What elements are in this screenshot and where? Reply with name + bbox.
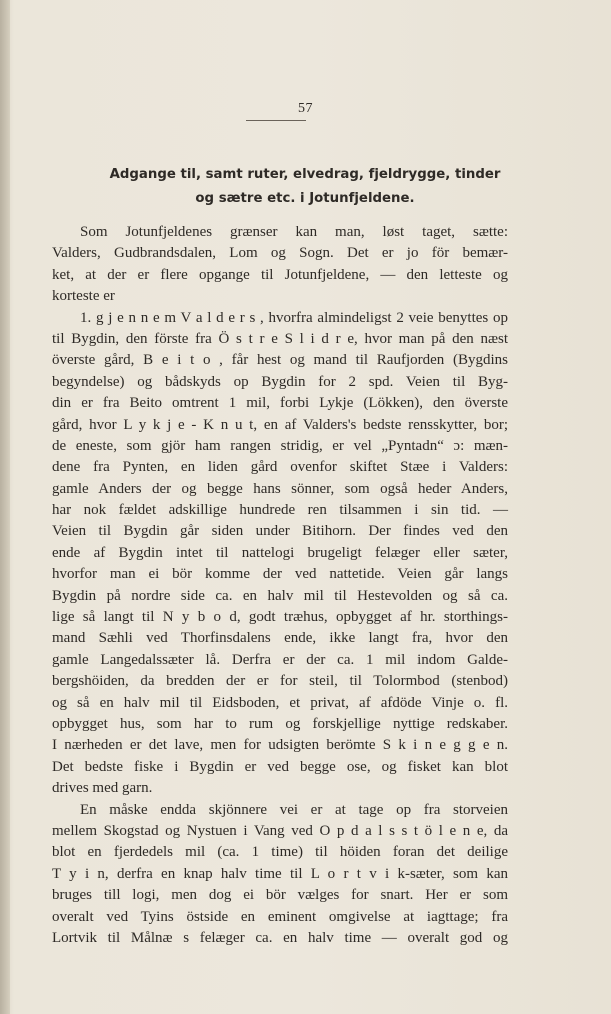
text-line: korteste er [52,288,115,305]
text-line: T y i n, derfra en knap halv time til L o r t v i k-sæter, som kan [52,865,508,882]
page-number-rule [246,120,306,121]
text-line: bergshöiden, da bredden der er for steil, til Tolormbod (stenbod) [52,673,508,690]
text-line: blot en fjerdedels mil (ca. 1 time) til höiden foran det deilige [52,844,508,861]
heading-line-2: og sætre etc. i Jotunfjeldene. [195,191,415,206]
body-text [52,222,508,949]
text-line: Det bedste fiske i Bygdin er ved begge ose, og fisket kan blot [52,758,508,775]
text-line: opbygget hus, som har to rum og forskjellige nyttige redskaber. [52,715,508,732]
page-binding-edge [0,0,10,1014]
text-line: dene fra Pynten, en liden gård ovenfor skiftet Stæe i Valders: [52,459,508,476]
text-line: de eneste, som gjör ham rangen stridig, er vel „Pyntadn“ ɔ: mæn- [52,437,508,454]
text-line: mand Sæhli ved Thorfinsdalens ende, ikke langt fra, hvor den [52,630,508,647]
text-line: har nok fældet adskillige hundrede ren tilsammen i sin tid. — [52,502,508,519]
text-line: Valders, Gudbrandsdalen, Lom og Sogn. Det er jo för bemær- [52,245,508,262]
text-line: ket, at der er flere opgange til Jotunfjeldene, — den letteste og [52,266,508,283]
text-line: Som Jotunfjeldenes grænser kan man, løst taget, sætte: [80,224,508,240]
text-line: drives med garn. [52,780,153,797]
text-line: gamle Anders der og begge hans sönner, som også heder Anders, [52,480,508,497]
section-heading [40,163,570,211]
text-line: Veien til Bygdin går siden under Bitihorn. Der findes ved den [52,523,508,540]
text-line: og så en halv mil til Eidsboden, et privat, af afdöde Vinje o. fl. [52,694,508,711]
heading-line-1: Adgange til, samt ruter, elvedrag, fjeldrygge, tinder [109,167,501,182]
text-line: En måske endda skjönnere vei er at tage op fra storveien [80,801,508,818]
text-line: I nærheden er det lave, men for udsigten berömte S k i n e g g e n. [52,737,508,754]
text-line: til Bygdin, den förste fra Ö s t r e S l i d r e, hvor man på den næst [52,330,508,347]
text-line: mellem Skogstad og Nystuen i Vang ved O p d a l s s t ö l e n e, da [52,822,508,839]
text-line: lige så langt til N y b o d, godt træhus, opbygget af hr. storthings- [52,609,508,626]
text-line: din er fra Beito omtrent 1 mil, forbi Lykje (Lökken), den överste [52,395,508,412]
text-line: 1. g j e n n e m V a l d e r s , hvorfra almindeligst 2 veie benyttes op [80,309,508,326]
text-line: overalt ved Tyins östside en eminent omgivelse at iagttage; fra [52,908,508,925]
text-line: Bygdin på nordre side ca. en halv mil til Hestevolden og så ca. [52,587,508,604]
text-line: ende af Bygdin intet til nattelogi brugeligt felæger eller sæter, [52,544,508,561]
page-number: 57 [298,101,313,116]
text-line: gamle Langedalssæter lå. Derfra er der ca. 1 mil indom Galde- [52,651,508,668]
text-line: hvorfor man ei bör komme der ved nattetide. Veien går langs [52,566,508,583]
text-line: begyndelse) og bådskyds op Bygdin for 2 spd. Veien til Byg- [52,373,508,390]
text-line: gård, hvor L y k j e - K n u t, en af Valders's bedste rensskytter, bor; [52,416,508,433]
text-line: bruges till logi, men dog ei bör vælges for snart. Her er som [52,887,508,904]
text-line: Lortvik til Målnæ s felæger ca. en halv time — overalt god og [52,929,508,946]
text-line: överste gård, B e i t o , får hest og mand til Raufjorden (Bygdins [52,352,508,369]
